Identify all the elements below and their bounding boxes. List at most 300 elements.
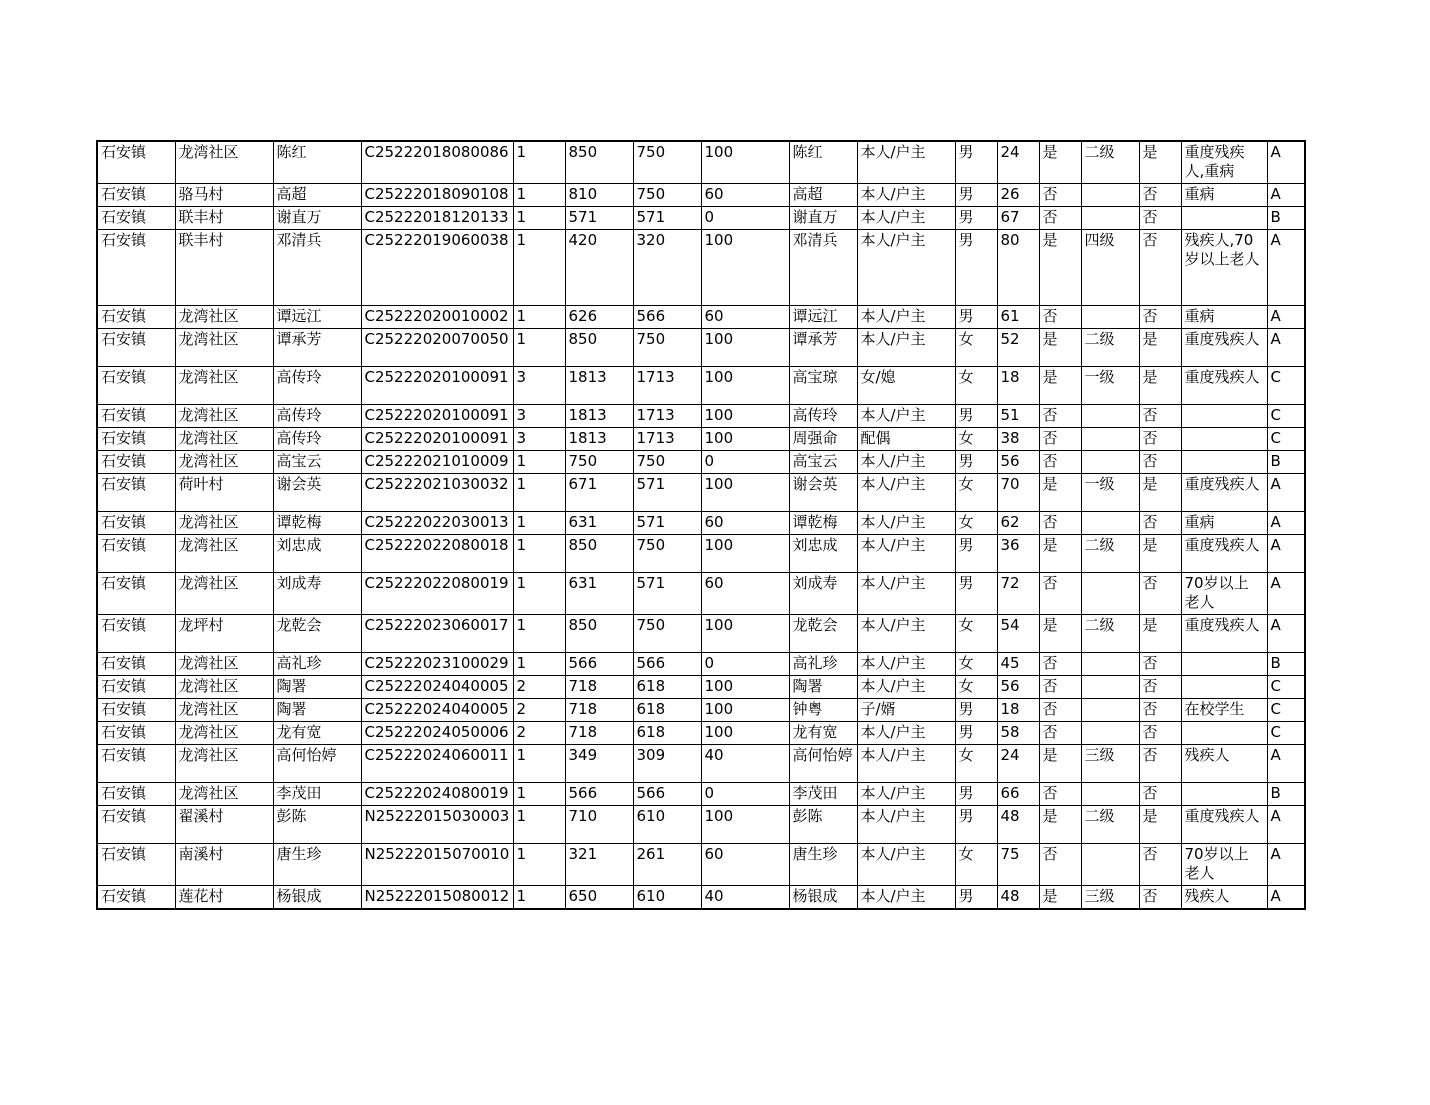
table-cell: 618 [633,676,701,699]
table-cell: 本人/户主 [857,451,955,474]
table-cell: 1 [513,844,565,886]
table-cell: 571 [633,512,701,535]
table-cell: 否 [1139,405,1181,428]
table-cell: 是 [1139,615,1181,653]
table-cell: 631 [565,512,633,535]
table-cell: 1 [513,474,565,512]
table-cell: 谢会英 [789,474,857,512]
table-cell: N25222015030003 [361,806,513,844]
table-cell: 566 [633,783,701,806]
table-cell: 翟溪村 [175,806,273,844]
table-cell: 54 [997,615,1039,653]
table-cell: 联丰村 [175,230,273,306]
table-cell: 重度残疾人 [1181,615,1267,653]
table-cell [1081,512,1139,535]
table-cell: 男 [955,573,997,615]
table-row [97,367,1305,405]
table-cell: 566 [565,783,633,806]
table-cell: 48 [997,806,1039,844]
table-cell: 1813 [565,405,633,428]
table-cell: 是 [1039,474,1081,512]
table-cell: A [1267,806,1305,844]
table-cell [1181,451,1267,474]
table-cell [1081,573,1139,615]
table-cell: 320 [633,230,701,306]
table-cell: A [1267,886,1305,910]
table-cell: A [1267,844,1305,886]
table-cell: 38 [997,428,1039,451]
table-cell: 男 [955,806,997,844]
table-cell: 100 [701,405,789,428]
table-cell: C [1267,428,1305,451]
table-cell: 否 [1139,207,1181,230]
table-cell [1081,722,1139,745]
table-cell: 男 [955,783,997,806]
table-cell: 本人/户主 [857,230,955,306]
table-cell: 48 [997,886,1039,910]
table-cell: 本人/户主 [857,474,955,512]
table-cell: 566 [633,653,701,676]
table-row [97,745,1305,783]
table-cell: 谭乾梅 [789,512,857,535]
table-cell [1081,783,1139,806]
table-cell: 龙湾社区 [175,699,273,722]
table-cell: 631 [565,573,633,615]
table-cell: 否 [1039,207,1081,230]
table-cell: 龙湾社区 [175,676,273,699]
table-cell: 1 [513,535,565,573]
table-cell: 1 [513,745,565,783]
table-cell: 男 [955,184,997,207]
table-cell: 残疾人 [1181,745,1267,783]
table-cell: 本人/户主 [857,535,955,573]
table-cell: 718 [565,722,633,745]
table-cell: C25222022030013 [361,512,513,535]
table-cell: 850 [565,615,633,653]
table-cell: 本人/户主 [857,207,955,230]
table-cell: 重度残疾人 [1181,329,1267,367]
table-cell: 三级 [1081,745,1139,783]
table-cell: A [1267,306,1305,329]
table-cell: 龙有宽 [273,722,361,745]
table-cell: 671 [565,474,633,512]
table-cell [1181,207,1267,230]
table-cell: 重度残疾人 [1181,806,1267,844]
table-cell: 26 [997,184,1039,207]
table-cell: 刘成寿 [273,573,361,615]
table-cell: 石安镇 [97,535,175,573]
table-cell: 是 [1039,329,1081,367]
table-cell: 龙湾社区 [175,451,273,474]
table-cell: 566 [633,306,701,329]
table-cell: B [1267,451,1305,474]
table-cell: C25222020070050 [361,329,513,367]
table-cell [1181,722,1267,745]
table-cell: 3 [513,428,565,451]
table-cell: 否 [1039,184,1081,207]
table-cell: A [1267,512,1305,535]
table-cell: 本人/户主 [857,886,955,910]
table-cell: 唐生珍 [789,844,857,886]
table-cell: 70 [997,474,1039,512]
table-cell: 高礼珍 [789,653,857,676]
table-cell: 100 [701,699,789,722]
table-cell: 750 [565,451,633,474]
table-cell: A [1267,329,1305,367]
table-cell: 否 [1139,722,1181,745]
table-cell: 否 [1039,783,1081,806]
table-row [97,451,1305,474]
table-cell: 彭陈 [273,806,361,844]
table-row [97,653,1305,676]
table-cell [1181,653,1267,676]
table-cell: B [1267,207,1305,230]
table-cell: 718 [565,676,633,699]
table-cell: 配偶 [857,428,955,451]
table-cell: 本人/户主 [857,512,955,535]
table-cell: 80 [997,230,1039,306]
table-cell: A [1267,535,1305,573]
table-cell: 420 [565,230,633,306]
table-row [97,676,1305,699]
table-cell: 高传玲 [273,428,361,451]
table-cell: 18 [997,367,1039,405]
table-cell: 谭承芳 [789,329,857,367]
table-row [97,184,1305,207]
table-cell: 本人/户主 [857,844,955,886]
table-cell: 571 [633,207,701,230]
table-cell: C [1267,367,1305,405]
table-cell: 本人/户主 [857,141,955,184]
table-row [97,615,1305,653]
table-cell: 龙湾社区 [175,306,273,329]
table-cell: 否 [1039,405,1081,428]
table-cell: 重度残疾人 [1181,535,1267,573]
table-cell: 残疾人,70岁以上老人 [1181,230,1267,306]
table-cell: 本人/户主 [857,405,955,428]
table-cell: 750 [633,184,701,207]
table-cell: 龙湾社区 [175,722,273,745]
table-cell: 钟粤 [789,699,857,722]
table-cell: C25222020100091 [361,428,513,451]
table-cell: 石安镇 [97,141,175,184]
table-cell: 男 [955,722,997,745]
table-cell: 70岁以上老人 [1181,573,1267,615]
table-row [97,783,1305,806]
table-cell [1081,699,1139,722]
table-cell: 重度残疾人 [1181,474,1267,512]
table-cell: 刘忠成 [789,535,857,573]
table-cell: 0 [701,783,789,806]
table-cell: 石安镇 [97,428,175,451]
table-cell: 谭乾梅 [273,512,361,535]
table-cell: 18 [997,699,1039,722]
table-cell: 40 [701,745,789,783]
table-cell: 高宝云 [273,451,361,474]
table-cell: N25222015070010 [361,844,513,886]
table-cell: 本人/户主 [857,184,955,207]
table-cell: 重病 [1181,512,1267,535]
table-cell: 高礼珍 [273,653,361,676]
table-cell: 李茂田 [789,783,857,806]
table-cell: 子/婿 [857,699,955,722]
table-cell: 二级 [1081,535,1139,573]
table-cell: C [1267,676,1305,699]
table-cell: 女 [955,474,997,512]
table-row [97,329,1305,367]
table-cell: A [1267,573,1305,615]
table-cell: 850 [565,329,633,367]
table-cell: 3 [513,405,565,428]
table-cell: 60 [701,844,789,886]
table-cell: 否 [1139,512,1181,535]
table-row [97,886,1305,910]
table-cell: 618 [633,699,701,722]
table-cell [1081,428,1139,451]
table-cell: 石安镇 [97,207,175,230]
table-cell: 一级 [1081,367,1139,405]
table-cell: 重度残疾人 [1181,367,1267,405]
table-cell: 石安镇 [97,184,175,207]
table-cell: 否 [1139,306,1181,329]
table-cell: 女 [955,367,997,405]
table-row [97,141,1305,184]
table-cell: 石安镇 [97,306,175,329]
table-cell: C25222018120133 [361,207,513,230]
table-cell: 女 [955,676,997,699]
table-cell: N25222015080012 [361,886,513,910]
table-cell: 60 [701,306,789,329]
table-cell: 750 [633,141,701,184]
table-cell: 70岁以上老人 [1181,844,1267,886]
table-cell: 否 [1039,722,1081,745]
table-cell: A [1267,615,1305,653]
table-cell: 谭远江 [789,306,857,329]
table-cell: 石安镇 [97,230,175,306]
table-cell: 0 [701,653,789,676]
table-cell: 1813 [565,367,633,405]
table-cell: 1 [513,573,565,615]
table-cell: A [1267,474,1305,512]
table-cell: 60 [701,184,789,207]
table-cell: 1 [513,451,565,474]
table-cell: 是 [1039,230,1081,306]
table-cell: 1813 [565,428,633,451]
table-row [97,844,1305,886]
table-cell: 本人/户主 [857,306,955,329]
table-cell: 龙湾社区 [175,405,273,428]
table-cell: 否 [1139,230,1181,306]
table-cell: 男 [955,535,997,573]
table-cell: 是 [1039,141,1081,184]
table-cell: 骆马村 [175,184,273,207]
table-cell: 是 [1139,141,1181,184]
table-row [97,512,1305,535]
table-cell: 重病 [1181,184,1267,207]
table-cell: 女 [955,745,997,783]
table-cell [1081,405,1139,428]
table-cell: C25222021030032 [361,474,513,512]
table-cell: 321 [565,844,633,886]
table-cell: 本人/户主 [857,573,955,615]
table-cell: 一级 [1081,474,1139,512]
table-cell: 1713 [633,428,701,451]
table-cell: 石安镇 [97,676,175,699]
table-cell: A [1267,745,1305,783]
table-cell: C [1267,699,1305,722]
table-cell: 51 [997,405,1039,428]
table-cell: 52 [997,329,1039,367]
table-cell: 龙湾社区 [175,367,273,405]
table-cell: 626 [565,306,633,329]
table-cell: 72 [997,573,1039,615]
table-cell: 否 [1139,676,1181,699]
table-cell: 否 [1039,306,1081,329]
table-cell: 否 [1039,428,1081,451]
table-cell: 是 [1139,367,1181,405]
table-row [97,806,1305,844]
table-cell: 本人/户主 [857,722,955,745]
table-cell: 1 [513,806,565,844]
table-cell: 是 [1039,535,1081,573]
table-row [97,699,1305,722]
table-cell: 309 [633,745,701,783]
table-cell: 750 [633,329,701,367]
table-cell: 850 [565,535,633,573]
table-cell: 是 [1139,474,1181,512]
table-cell: 重度残疾人,重病 [1181,141,1267,184]
table-cell: 唐生珍 [273,844,361,886]
table-cell: 刘忠成 [273,535,361,573]
table-cell: 莲花村 [175,886,273,910]
table-cell: 24 [997,745,1039,783]
table-cell [1081,207,1139,230]
table-cell: 2 [513,699,565,722]
table-cell: 58 [997,722,1039,745]
table-cell: B [1267,783,1305,806]
table-cell: 龙乾会 [789,615,857,653]
table-cell: 三级 [1081,886,1139,910]
table-cell: 45 [997,653,1039,676]
table-cell: 陶署 [789,676,857,699]
table-cell: 60 [701,512,789,535]
table-cell: 2 [513,676,565,699]
table-cell: 67 [997,207,1039,230]
table-cell: 750 [633,451,701,474]
table-cell: 男 [955,886,997,910]
table-cell: 56 [997,451,1039,474]
table-cell: 南溪村 [175,844,273,886]
table-row [97,207,1305,230]
table-cell: 邓清兵 [273,230,361,306]
table-cell: 否 [1039,653,1081,676]
table-cell: 100 [701,230,789,306]
table-cell: A [1267,184,1305,207]
table-cell [1181,783,1267,806]
table-cell: 杨银成 [789,886,857,910]
table-cell: 邓清兵 [789,230,857,306]
table-cell: 本人/户主 [857,745,955,783]
table-cell: 谭远江 [273,306,361,329]
table-cell: 本人/户主 [857,329,955,367]
table-cell: 龙乾会 [273,615,361,653]
table-body [97,141,1305,909]
table-cell: C25222021010009 [361,451,513,474]
table-cell: 40 [701,886,789,910]
table-cell: 56 [997,676,1039,699]
table-cell: C25222024060011 [361,745,513,783]
table-cell: 男 [955,451,997,474]
table-cell: 二级 [1081,615,1139,653]
table-cell: 否 [1139,745,1181,783]
table-cell: 100 [701,367,789,405]
table-cell: 石安镇 [97,783,175,806]
table-cell: 高传玲 [273,405,361,428]
table-cell: 否 [1039,699,1081,722]
table-cell: 陈红 [273,141,361,184]
table-cell: 男 [955,699,997,722]
table-cell: C25222022080019 [361,573,513,615]
table-cell: 1 [513,141,565,184]
table-cell: 陶署 [273,699,361,722]
table-cell [1081,451,1139,474]
table-cell: 否 [1139,783,1181,806]
table-cell: 850 [565,141,633,184]
table-cell: 陶署 [273,676,361,699]
table-cell: C25222024040005 [361,699,513,722]
table-cell: 重病 [1181,306,1267,329]
table-cell: 周强命 [789,428,857,451]
table-cell: 0 [701,451,789,474]
table-cell: 石安镇 [97,451,175,474]
table-cell: 否 [1139,184,1181,207]
table-cell: 联丰村 [175,207,273,230]
table-cell: 石安镇 [97,653,175,676]
table-cell: C25222023100029 [361,653,513,676]
table-cell: 是 [1039,806,1081,844]
table-cell: 本人/户主 [857,615,955,653]
table-cell: 龙湾社区 [175,653,273,676]
table-cell: 二级 [1081,806,1139,844]
table-cell: 谢直万 [789,207,857,230]
table-cell: 龙湾社区 [175,573,273,615]
table-cell [1081,844,1139,886]
table-row [97,722,1305,745]
table-cell: 女 [955,329,997,367]
records-table [96,140,1306,910]
table-cell: C25222023060017 [361,615,513,653]
table-cell: 石安镇 [97,367,175,405]
table-cell: 女 [955,615,997,653]
table-cell: 610 [633,806,701,844]
table-cell: 571 [565,207,633,230]
table-row [97,306,1305,329]
table-cell: 龙有宽 [789,722,857,745]
table-cell: 810 [565,184,633,207]
table-cell: 650 [565,886,633,910]
table-cell: 女 [955,428,997,451]
table-cell: 在校学生 [1181,699,1267,722]
table-cell: 750 [633,535,701,573]
table-cell: 1 [513,306,565,329]
table-cell [1181,405,1267,428]
table-cell: 高传玲 [789,405,857,428]
table-cell: 61 [997,306,1039,329]
table-row [97,428,1305,451]
table-cell: 1713 [633,405,701,428]
table-cell: 男 [955,306,997,329]
table-cell: 否 [1039,451,1081,474]
